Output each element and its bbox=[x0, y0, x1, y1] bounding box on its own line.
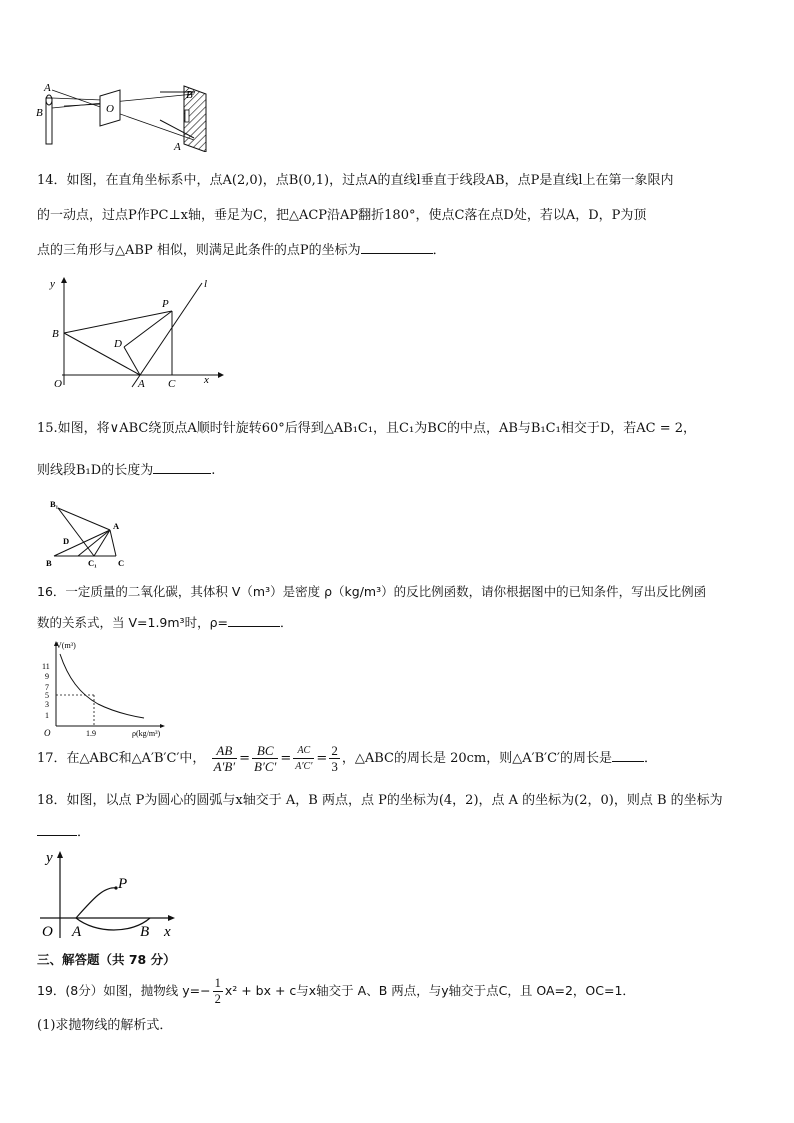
q17-pre: 17．在△ABC和△A′B′C′中， bbox=[37, 751, 206, 766]
q17-eq-3: = bbox=[316, 751, 328, 766]
q19-frac-num: 1 bbox=[214, 976, 221, 990]
q14-fig-y: y bbox=[50, 278, 55, 290]
q14-line-3-text: 点的三角形与△ABP 相似，则满足此条件的点P的坐标为 bbox=[37, 243, 361, 258]
q14-line-3 bbox=[37, 241, 446, 260]
q15-fig-D: D bbox=[63, 536, 70, 546]
q17-eq-1: = bbox=[239, 751, 251, 766]
q15-fig-B1: B₁ bbox=[50, 499, 59, 509]
q16-graph bbox=[34, 640, 174, 740]
q18-fig-O: O bbox=[42, 924, 53, 940]
q18-fig-x: x bbox=[164, 924, 171, 940]
q16-line-2 bbox=[37, 614, 293, 632]
q19-frac-den: 2 bbox=[214, 992, 221, 1006]
q18-line-2 bbox=[37, 823, 90, 842]
q16-origin: O bbox=[44, 728, 51, 738]
q19-line-1 bbox=[37, 974, 635, 1008]
q15-answer-blank[interactable] bbox=[153, 461, 211, 474]
q17-fraction-ab bbox=[212, 743, 238, 774]
q18-fig-y: y bbox=[46, 850, 53, 866]
q17-line bbox=[37, 741, 657, 777]
q17-f1-num: AB bbox=[212, 743, 238, 759]
q17-f2-num: BC bbox=[252, 743, 278, 759]
fig13-label-A: A bbox=[44, 82, 51, 94]
q19-post: x² + bx + c与x轴交于 A、B 两点，与y轴交于点C，且 OA=2，OC=1． bbox=[224, 983, 635, 998]
fig13-label-O: O bbox=[106, 103, 114, 115]
q18-line-1: 18．如图，以点 P为圆心的圆弧与x轴交于 A，B 两点，点 P的坐标为(4，2)，点 A 的坐标为(2，0)，则点 B 的坐标为 bbox=[37, 793, 723, 808]
q16-ytick-11: 11 bbox=[42, 662, 50, 671]
q16-yticks bbox=[42, 662, 50, 720]
q17-answer-blank[interactable] bbox=[612, 749, 644, 762]
q17-fraction-bc bbox=[252, 743, 278, 774]
q16-ytick-1: 1 bbox=[45, 711, 49, 720]
q14-fig-x: x bbox=[204, 374, 209, 386]
q16-ytick-9: 9 bbox=[45, 672, 49, 681]
q17-eq-2: = bbox=[280, 751, 292, 766]
q17-end: ． bbox=[643, 751, 657, 766]
q14-figure bbox=[40, 275, 230, 393]
q15-line-2-end: . bbox=[211, 463, 216, 478]
q18-fig-A: A bbox=[72, 924, 82, 940]
q15-fig-A: A bbox=[113, 521, 120, 531]
q14-answer-blank[interactable] bbox=[361, 241, 433, 254]
q15-line-1: 15.如图，将∨ABC绕顶点A顺时针旋转60°后得到△AB₁C₁，且C₁为BC的中点，AB与B₁C₁相交于D，若AC = 2， bbox=[37, 421, 697, 436]
q14-line-2: 的一动点，过点P作PC⊥x轴，垂足为C，把△ACP沿AP翻折180°，使点C落在点D处，若以A，D，P为顶 bbox=[37, 208, 647, 223]
q15-line-2 bbox=[37, 461, 215, 480]
q16-ytick-5: 5 bbox=[45, 691, 49, 700]
q17-f4-den: 3 bbox=[331, 759, 338, 774]
q19-pre: 19．(8分）如图，抛物线 y=− bbox=[37, 983, 211, 998]
section-3-heading: 三、解答题（共 78 分） bbox=[37, 952, 176, 967]
fig13-label-B-prime: B′ bbox=[186, 89, 196, 101]
fig13-label-B: B bbox=[36, 107, 43, 119]
q18-figure bbox=[36, 848, 180, 940]
q14-fig-O: O bbox=[54, 378, 62, 390]
q15-fig-C1: C₁ bbox=[88, 558, 97, 568]
q16-xlabel: ρ(kg/m³) bbox=[132, 729, 161, 738]
q15-figure bbox=[44, 496, 134, 570]
q15-line-2-text: 则线段B₁D的长度为 bbox=[37, 463, 154, 478]
q17-f4-num: 2 bbox=[331, 743, 338, 758]
q14-fig-l: l bbox=[204, 278, 208, 290]
q16-ytick-7: 7 bbox=[45, 683, 49, 692]
q17-post: ，△ABC的周长是 20cm，则△A′B′C′的周长是 bbox=[341, 751, 612, 766]
q19-fraction bbox=[213, 976, 223, 1007]
q17-fraction-ratio bbox=[329, 743, 340, 774]
q16-ytick-3: 3 bbox=[45, 700, 49, 709]
q17-f3-num: AC bbox=[293, 743, 314, 759]
q16-line-2-end: ． bbox=[279, 615, 293, 630]
optics-figure bbox=[34, 80, 210, 152]
q19-sub-1: (1)求抛物线的解析式． bbox=[37, 1018, 173, 1033]
q17-f3-den: A′C′ bbox=[295, 761, 313, 772]
q14-line-3-end: ． bbox=[432, 243, 446, 258]
q17-f2-den: B′C′ bbox=[254, 759, 277, 774]
q14-fig-D: D bbox=[114, 338, 122, 350]
q16-answer-blank[interactable] bbox=[228, 614, 280, 627]
q18-line-2-end: ． bbox=[77, 825, 91, 840]
q16-curve bbox=[60, 654, 144, 718]
q16-ylabel: V(m³) bbox=[56, 641, 76, 650]
q15-fig-C: C bbox=[118, 558, 125, 568]
q18-arc bbox=[76, 888, 150, 930]
q16-line-2-text: 数的关系式，当 V=1.9m³时，ρ= bbox=[37, 615, 228, 630]
q14-fig-P: P bbox=[162, 298, 169, 310]
q16-xtick: 1.9 bbox=[86, 729, 96, 738]
q16-line-1: 16．一定质量的二氧化碳，其体积 V（m³）是密度 ρ（kg/m³）的反比例函数，请你根据图中的已知条件，写出反比例函 bbox=[37, 584, 707, 599]
q15-fig-B: B bbox=[46, 558, 52, 568]
q17-fraction-ac bbox=[293, 743, 314, 774]
q17-f1-den: A′B′ bbox=[213, 759, 236, 774]
q18-answer-blank[interactable] bbox=[37, 823, 77, 836]
q18-fig-B: B bbox=[140, 924, 150, 940]
q14-fig-A: A bbox=[138, 378, 145, 390]
fig13-label-A-prime: A bbox=[174, 141, 181, 152]
q14-fig-B: B bbox=[52, 328, 59, 340]
q14-line-1: 14．如图，在直角坐标系中，点A(2,0)，点B(0,1)，过点A的直线l垂直于线段AB，点P是直线l上在第一象限内 bbox=[37, 173, 674, 188]
q18-fig-P: P bbox=[118, 876, 128, 892]
q14-fig-C: C bbox=[168, 378, 176, 390]
